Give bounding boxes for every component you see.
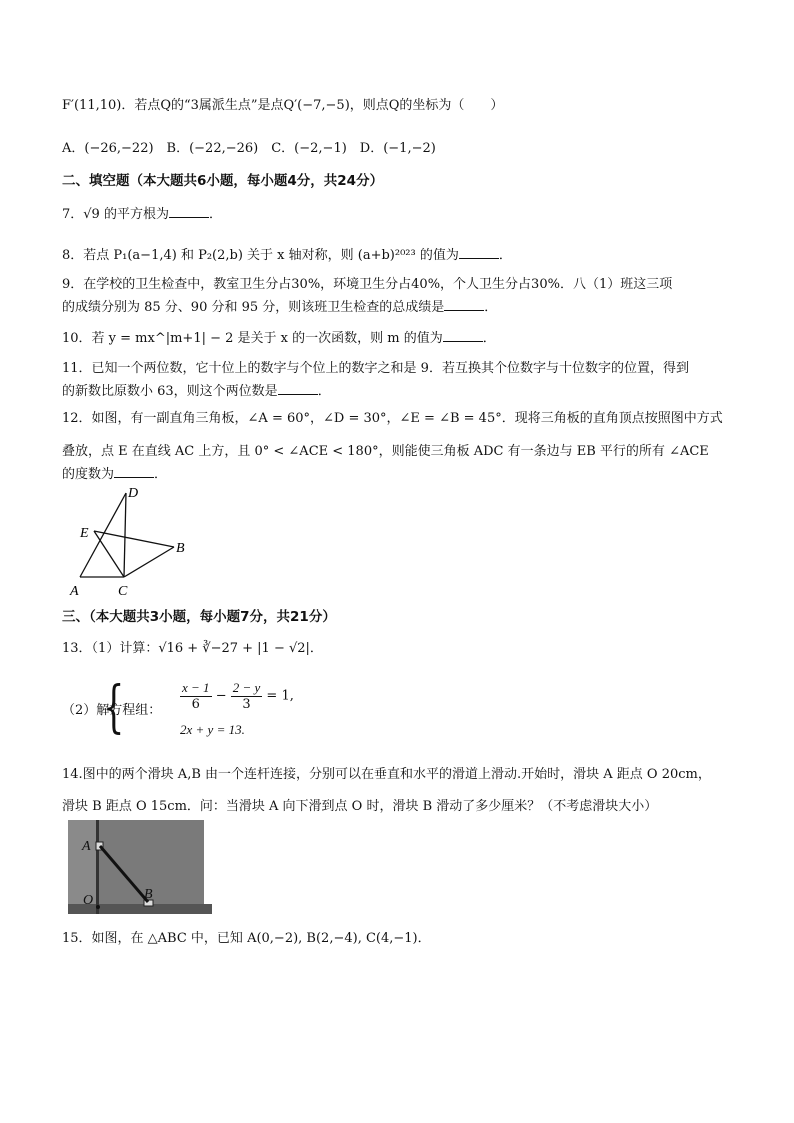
fig14-label-A: A: [82, 839, 91, 854]
q7: 7．√9 的平方根为 ．: [62, 207, 222, 222]
q13-system-brace: {: [103, 675, 125, 740]
fig14-label-O: O: [83, 893, 94, 908]
q13-part2-label: （2）解方程组：: [62, 703, 162, 718]
q11-text: 的新数比原数小 63，则这个两位数是: [62, 384, 278, 399]
q13-part1: 13．（1）计算：√16 + ∛−27 + |1 − √2|．: [62, 641, 323, 656]
q7-text: 7．√9 的平方根为: [62, 207, 169, 222]
q8-blank: [459, 246, 499, 259]
q10: 10．若 y = mx^|m+1| − 2 是关于 x 的一次函数，则 m 的值为 ．: [62, 331, 496, 346]
fig12-line-DC: [124, 493, 126, 577]
q9-line1: 9．在学校的卫生检查中，教室卫生分占30%，环境卫生分占40%，个人卫生分占30%．八（1）班这三项: [62, 277, 673, 292]
q11-line1: 11．已知一个两位数，它十位上的数字与个位上的数字之和是 9．若互换其个位数字与十位数字的位置，得到: [62, 361, 689, 376]
q14-line1: 14.图中的两个滑块 A,B 由一个连杆连接，分别可以在垂直和水平的滑道上滑动.开始时，滑块 A 距点 O 20cm，: [62, 767, 711, 782]
fig12-label-B: B: [176, 541, 185, 556]
q13-eq1-frac2: $\frac{2 - y}{3}$: [232, 680, 261, 712]
q10-blank: [443, 329, 483, 342]
fig14-label-B: B: [144, 887, 153, 902]
fig12-line-EC: [94, 531, 124, 577]
q12-line2: 叠放，点 E 在直线 AC 上方，且 0° < ∠ACE < 180°，则能使三角板 ADC 有一条边与 EB 平行的所有 ∠ACE: [62, 444, 709, 459]
q12-text: 的度数为: [62, 467, 115, 482]
q11-blank: [278, 382, 318, 395]
fig12-label-E: E: [80, 526, 89, 541]
q13-eq1: $\frac{x - 1}{6}$ − $\frac{2 - y}{3}$ = 1,: [182, 680, 294, 712]
q7-blank: [169, 205, 209, 218]
section3-heading: 三、（本大题共3小题，每小题7分，共21分）: [62, 609, 336, 625]
q13-eq2: 2x + y = 13.: [180, 722, 245, 737]
q9-line2: 的成绩分别为 85 分、90 分和 95 分，则该班卫生检查的总成绩是 ．: [62, 300, 498, 315]
q14-line2: 滑块 B 距点 O 15cm．问：当滑块 A 向下滑到点 O 时，滑块 B 滑动了多少厘米？（不考虑滑块大小）: [62, 799, 658, 814]
section2-heading: 二、填空题（本大题共6小题，每小题4分，共24分）: [62, 173, 384, 189]
q9-text: 的成绩分别为 85 分、90 分和 95 分，则该班卫生检查的总成绩是: [62, 300, 445, 315]
fig12-label-D: D: [128, 486, 139, 501]
q9-blank: [444, 298, 484, 311]
q12-line1: 12．如图，有一副直角三角板，∠A = 60°，∠D = 30°，∠E = ∠B = 45°．现将三角板的直角顶点按照图中方式: [62, 411, 723, 426]
q12-line3: 的度数为 ．: [62, 467, 168, 482]
q13-eq1-frac1: $\frac{x - 1}{6}$: [182, 680, 210, 712]
q12-figure: [62, 485, 202, 600]
fig12-label-C: C: [118, 584, 128, 599]
fig12-line-EB: [94, 531, 174, 547]
fig12-label-A: A: [70, 584, 79, 599]
fig12-line-BC: [124, 547, 174, 577]
q10-text: 10．若 y = mx^|m+1| − 2 是关于 x 的一次函数，则 m 的值为: [62, 331, 443, 346]
q11-line2: 的新数比原数小 63，则这个两位数是 ．: [62, 384, 331, 399]
q6-tail: F′(11,10)．若点Q的“3属派生点”是点Q′(−7,−5)，则点Q的坐标为（ ）: [62, 98, 504, 113]
q12-blank: [114, 465, 154, 478]
q6-options: A．(−26,−22) B．(−22,−26) C．(−2,−1) D．(−1,−2): [62, 141, 436, 156]
q8: 8．若点 P₁(a−1,4) 和 P₂(2,b) 关于 x 轴对称，则 (a+b)²⁰²³ 的值为 ．: [62, 248, 512, 263]
q15: 15．如图，在 △ABC 中，已知 A(0,−2), B(2,−4), C(4,−1)．: [62, 931, 431, 946]
q8-text: 8．若点 P₁(a−1,4) 和 P₂(2,b) 关于 x 轴对称，则 (a+b)²⁰²³ 的值为: [62, 248, 459, 263]
q14-figure: [68, 820, 214, 916]
